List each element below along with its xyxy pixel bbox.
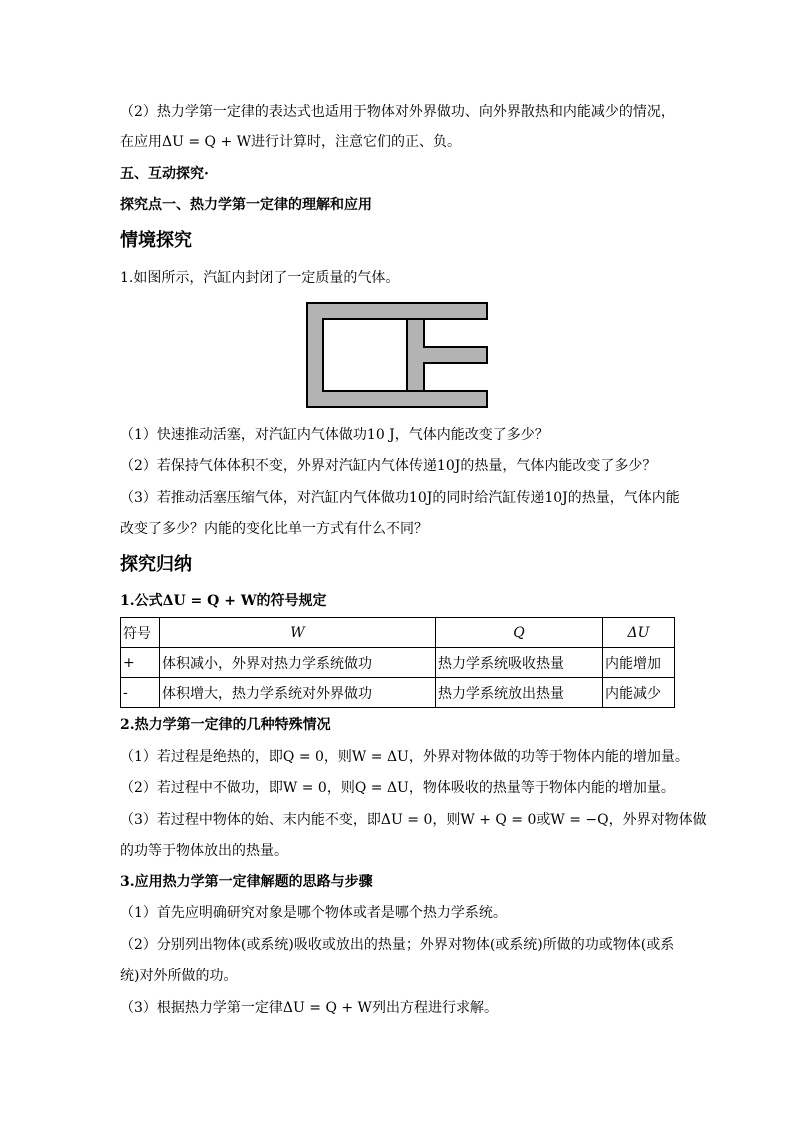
step-2-line-1: （2）分别列出物体(或系统)吸收或放出的热量；外界对物体(或系统)所做的功或物体(或系 xyxy=(120,937,675,953)
intro-line-1: （2）热力学第一定律的表达式也适用于物体对外界做功、向外界散热和内能减少的情况， xyxy=(120,104,675,120)
table-row xyxy=(121,678,675,708)
table-cell: 热力学系统吸收热量 xyxy=(436,648,603,678)
summary-heading: 探究归纳 xyxy=(120,554,192,575)
piston-head xyxy=(407,319,424,391)
step-1: （1）首先应明确研究对象是哪个物体或者是哪个热力学系统。 xyxy=(120,905,507,921)
table-cell: - xyxy=(121,678,160,708)
table-cell: + xyxy=(121,648,160,678)
table-cell: 内能减少 xyxy=(603,678,675,708)
table-header-cell: W xyxy=(160,618,436,648)
table-cell: 内能增加 xyxy=(603,648,675,678)
piston-rod xyxy=(424,347,487,363)
summary-title-1: 1.公式ΔU = Q + W的符号规定 xyxy=(120,593,327,609)
table-header-cell: ΔU xyxy=(603,618,675,648)
cylinder-diagram xyxy=(306,302,490,410)
table-cell: 体积增大，热力学系统对外界做功 xyxy=(160,678,436,708)
case-3-line-1: （3）若过程中物体的始、末内能不变，即ΔU = 0，则W + Q = 0或W = −Q，外界对物体做 xyxy=(120,812,707,828)
intro-line-2: 在应用ΔU = Q + W进行计算时，注意它们的正、负。 xyxy=(120,134,462,150)
table-header-cell: Q xyxy=(436,618,603,648)
point-heading: 探究点一、热力学第一定律的理解和应用 xyxy=(120,197,372,213)
case-3-line-2: 的功等于物体放出的热量。 xyxy=(120,843,288,859)
section-heading: 五、互动探究· xyxy=(120,166,209,182)
table-cell: 体积减小，外界对热力学系统做功 xyxy=(160,648,436,678)
scenario-intro: 1.如图所示，汽缸内封闭了一定质量的气体。 xyxy=(120,270,400,286)
question-3-line-2: 改变了多少？内能的变化比单一方式有什么不同？ xyxy=(120,521,428,537)
case-2: （2）若过程中不做功，即W = 0，则Q = ΔU，物体吸收的热量等于物体内能的增加量。 xyxy=(120,780,675,796)
table-row xyxy=(121,648,675,678)
summary-title-3: 3.应用热力学第一定律解题的思路与步骤 xyxy=(120,874,373,890)
sign-convention-table xyxy=(120,617,675,708)
question-2: （2）若保持气体体积不变，外界对汽缸内气体传递10J的热量，气体内能改变了多少？ xyxy=(120,458,657,474)
table-cell: 热力学系统放出热量 xyxy=(436,678,603,708)
question-3-line-1: （3）若推动活塞压缩气体，对汽缸内气体做功10J的同时给汽缸传递10J的热量，气体内能 xyxy=(120,490,680,506)
summary-title-2: 2.热力学第一定律的几种特殊情况 xyxy=(120,717,331,733)
scenario-heading: 情境探究 xyxy=(120,230,192,251)
table-header-cell: 符号 xyxy=(121,618,160,648)
case-1: （1）若过程是绝热的，即Q = 0，则W = ΔU，外界对物体做的功等于物体内能的增加量。 xyxy=(120,749,689,765)
question-1: （1）快速推动活塞，对汽缸内气体做功10 J，气体内能改变了多少？ xyxy=(120,427,549,443)
step-2-line-2: 统)对外所做的功。 xyxy=(120,968,238,984)
table-header-row xyxy=(121,618,675,648)
step-3: （3）根据热力学第一定律ΔU = Q + W列出方程进行求解。 xyxy=(120,1000,498,1016)
